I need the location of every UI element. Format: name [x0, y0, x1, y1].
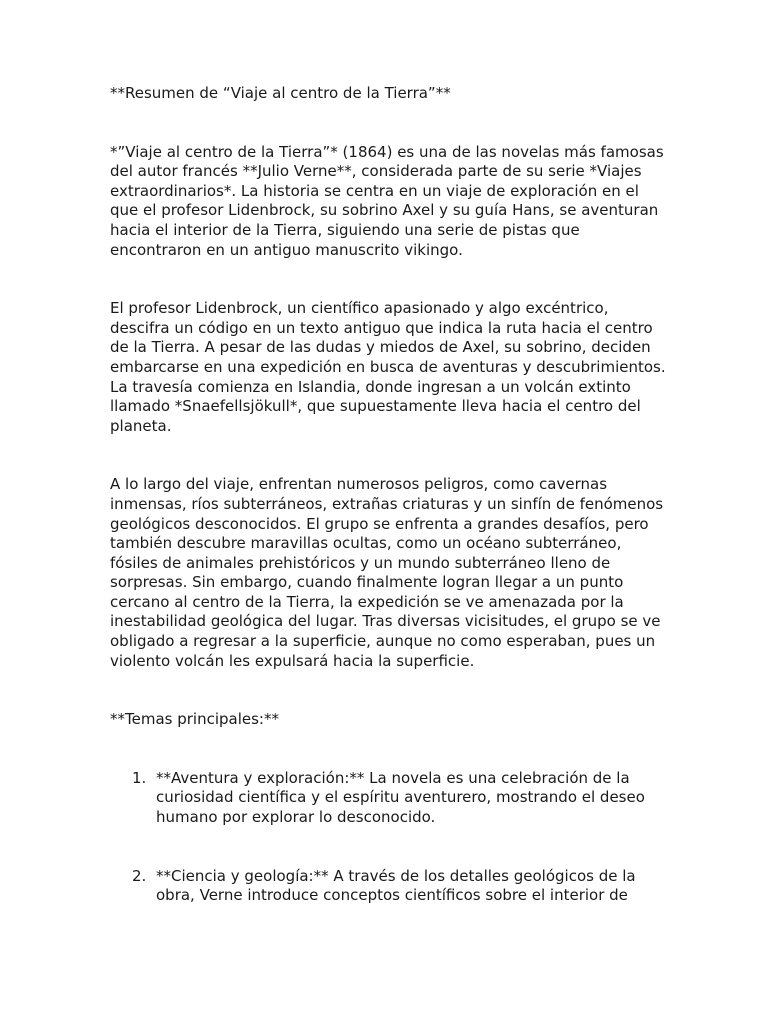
list-item-text: **Aventura y exploración:** La novela es una celebración de la curiosidad científica y el espíritu aventurero, mostrando el deseo humano por explorar lo desconocido. [156, 768, 645, 827]
list-item [110, 769, 670, 828]
list-item-text: **Ciencia y geología:** A través de los detalles geológicos de la obra, Verne introduce conceptos científicos sobre el interior de [156, 866, 636, 905]
list-item [110, 867, 670, 906]
paragraph-intro: *”Viaje al centro de la Tierra”* (1864) es una de las novelas más famosas del autor francés **Julio Verne**, considerada parte de su serie *Viajes extraordinarios*. La historia se centra en un viaje de exploración en el que el profesor Lidenbrock, su sobrino Axel y su guía Hans, se aventuran hacia el interior de la Tierra, siguiendo una serie de pistas que encontraron en un antiguo manuscrito vikingo. [110, 142, 664, 259]
document-title: **Resumen de “Viaje al centro de la Tierra”** [110, 84, 451, 102]
list-item-number: 2. [132, 866, 147, 885]
topics-list [110, 769, 670, 906]
document-page [110, 84, 670, 945]
paragraph-plot: El profesor Lidenbrock, un científico apasionado y algo excéntrico, descifra un código en un texto antiguo que indica la ruta hacia el centro de la Tierra. A pesar de las dudas y miedos de Axel, su sobrino, deciden embarcarse en una expedición en busca de aventuras y descubrimientos. La travesía comienza en Islandia, donde ingresan a un volcán extinto llamado *Snaefellsjökull*, que supuestamente lleva hacia el centro del planeta. [110, 299, 666, 435]
topics-heading: **Temas principales:** [110, 710, 279, 729]
list-item-number: 1. [132, 768, 147, 787]
paragraph-journey: A lo largo del viaje, enfrentan numerosos peligros, como cavernas inmensas, ríos subterráneos, extrañas criaturas y un sinfín de fenómenos geológicos desconocidos. El grupo se enfrenta a grandes desafíos, pero también descubre maravillas ocultas, como un océano subterráneo, fósiles de animales prehistóricos y un mundo subterráneo lleno de sorpresas. Sin embargo, cuando finalmente logran llegar a un punto cercano al centro de la Tierra, la expedición se ve amenazada por la inestabilidad geológica del lugar. Tras diversas vicisitudes, el grupo se ve obligado a regresar a la superficie, aunque no como esperaban, pues un violento volcán les expulsará hacia la superficie. [110, 475, 664, 670]
